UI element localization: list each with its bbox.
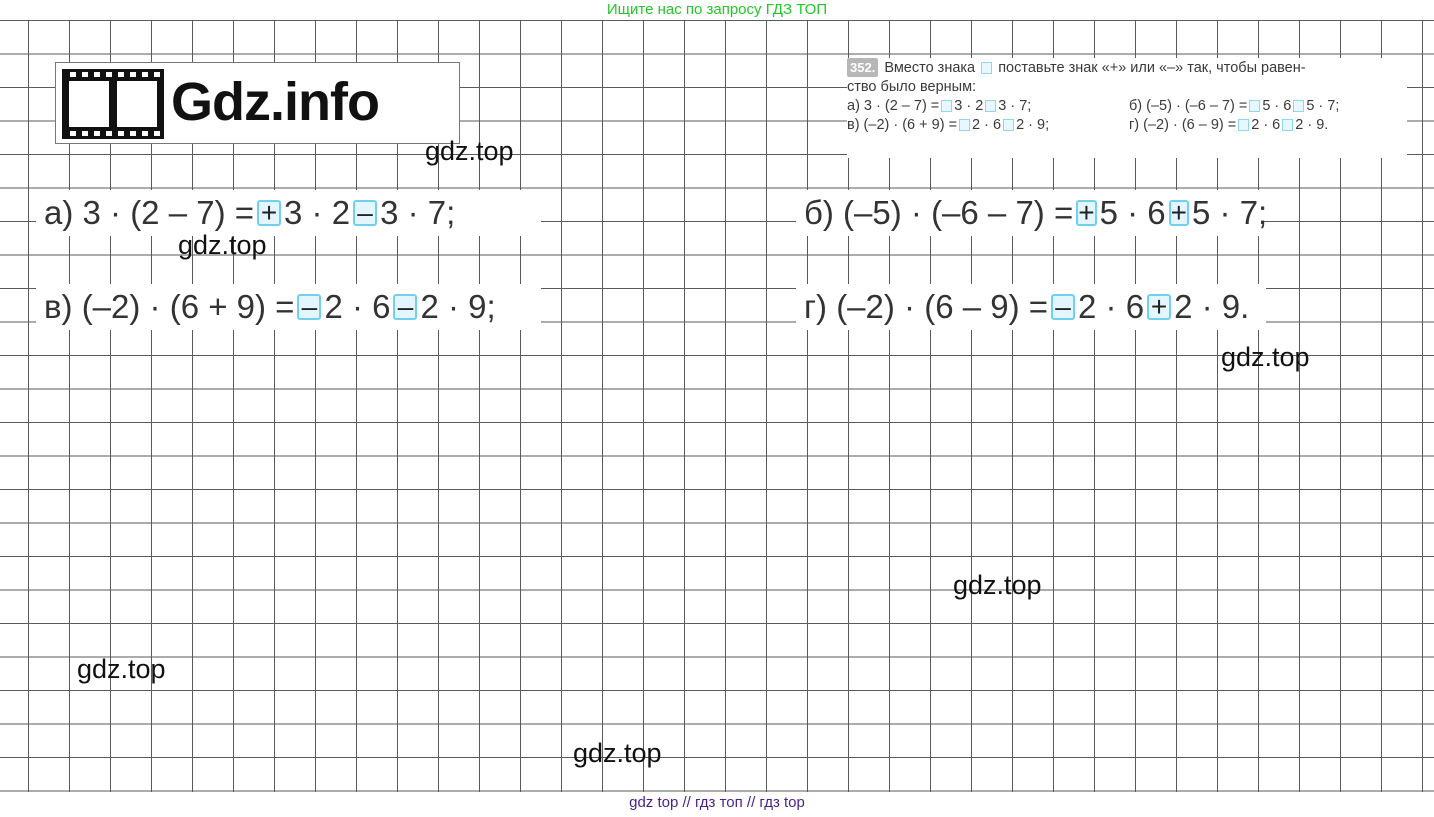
film-strip-icon [60,65,166,141]
watermark: gdz.top [77,654,166,684]
top-banner[interactable]: Ищите нас по запросу ГДЗ ТОП [0,0,1434,20]
task-item-b: б) (–5) · (–6 – 7) = 5 · 6 5 · 7; [1129,98,1340,114]
task-text-line1b: поставьте знак «+» или «–» так, чтобы равен- [998,60,1306,76]
placeholder-square [981,62,992,74]
watermark: gdz.top [425,136,514,166]
task-text-line1: Вместо знака [884,60,976,76]
logo-text: Gdz.info [171,72,379,132]
task-item-a: а) 3 · (2 – 7) = 3 · 2 3 · 7; [847,98,1032,114]
watermark: gdz.top [953,570,1042,600]
answer-a: а) 3 · (2 – 7) = + 3 · 2 – 3 · 7; [36,190,541,236]
answer-b-sign2: + [1170,197,1188,228]
answer-g: г) (–2) · (6 – 9) = – 2 · 6 + 2 · 9. [796,284,1266,330]
answer-a-sign2: – [353,200,377,226]
watermark: gdz.top [178,230,267,260]
watermark: gdz.top [573,738,662,768]
answer-b: б) (–5) · (–6 – 7) = + 5 · 6 + 5 · 7; [796,190,1261,236]
task-item-v: в) (–2) · (6 + 9) = 2 · 6 2 · 9; [847,117,1050,133]
answer-g-sign1: – [1051,294,1075,320]
task-number: 352. [847,58,878,77]
gdz-info-logo [55,62,460,144]
answer-v: в) (–2) · (6 + 9) = – 2 · 6 – 2 · 9; [36,284,541,330]
bottom-banner[interactable]: gdz top // гдз топ // гдз top [0,792,1434,817]
answer-v-sign1: – [297,294,321,320]
answer-b-sign1: + [1078,197,1095,228]
task-statement [847,58,1407,158]
task-item-g: г) (–2) · (6 – 9) = 2 · 6 2 · 9. [1129,117,1329,133]
answer-v-sign2: – [393,294,417,320]
answer-g-sign2: + [1147,294,1171,320]
task-text-line2: ство было верным: [847,79,977,95]
answer-a-sign1: + [257,200,281,226]
watermark: gdz.top [1221,342,1310,372]
